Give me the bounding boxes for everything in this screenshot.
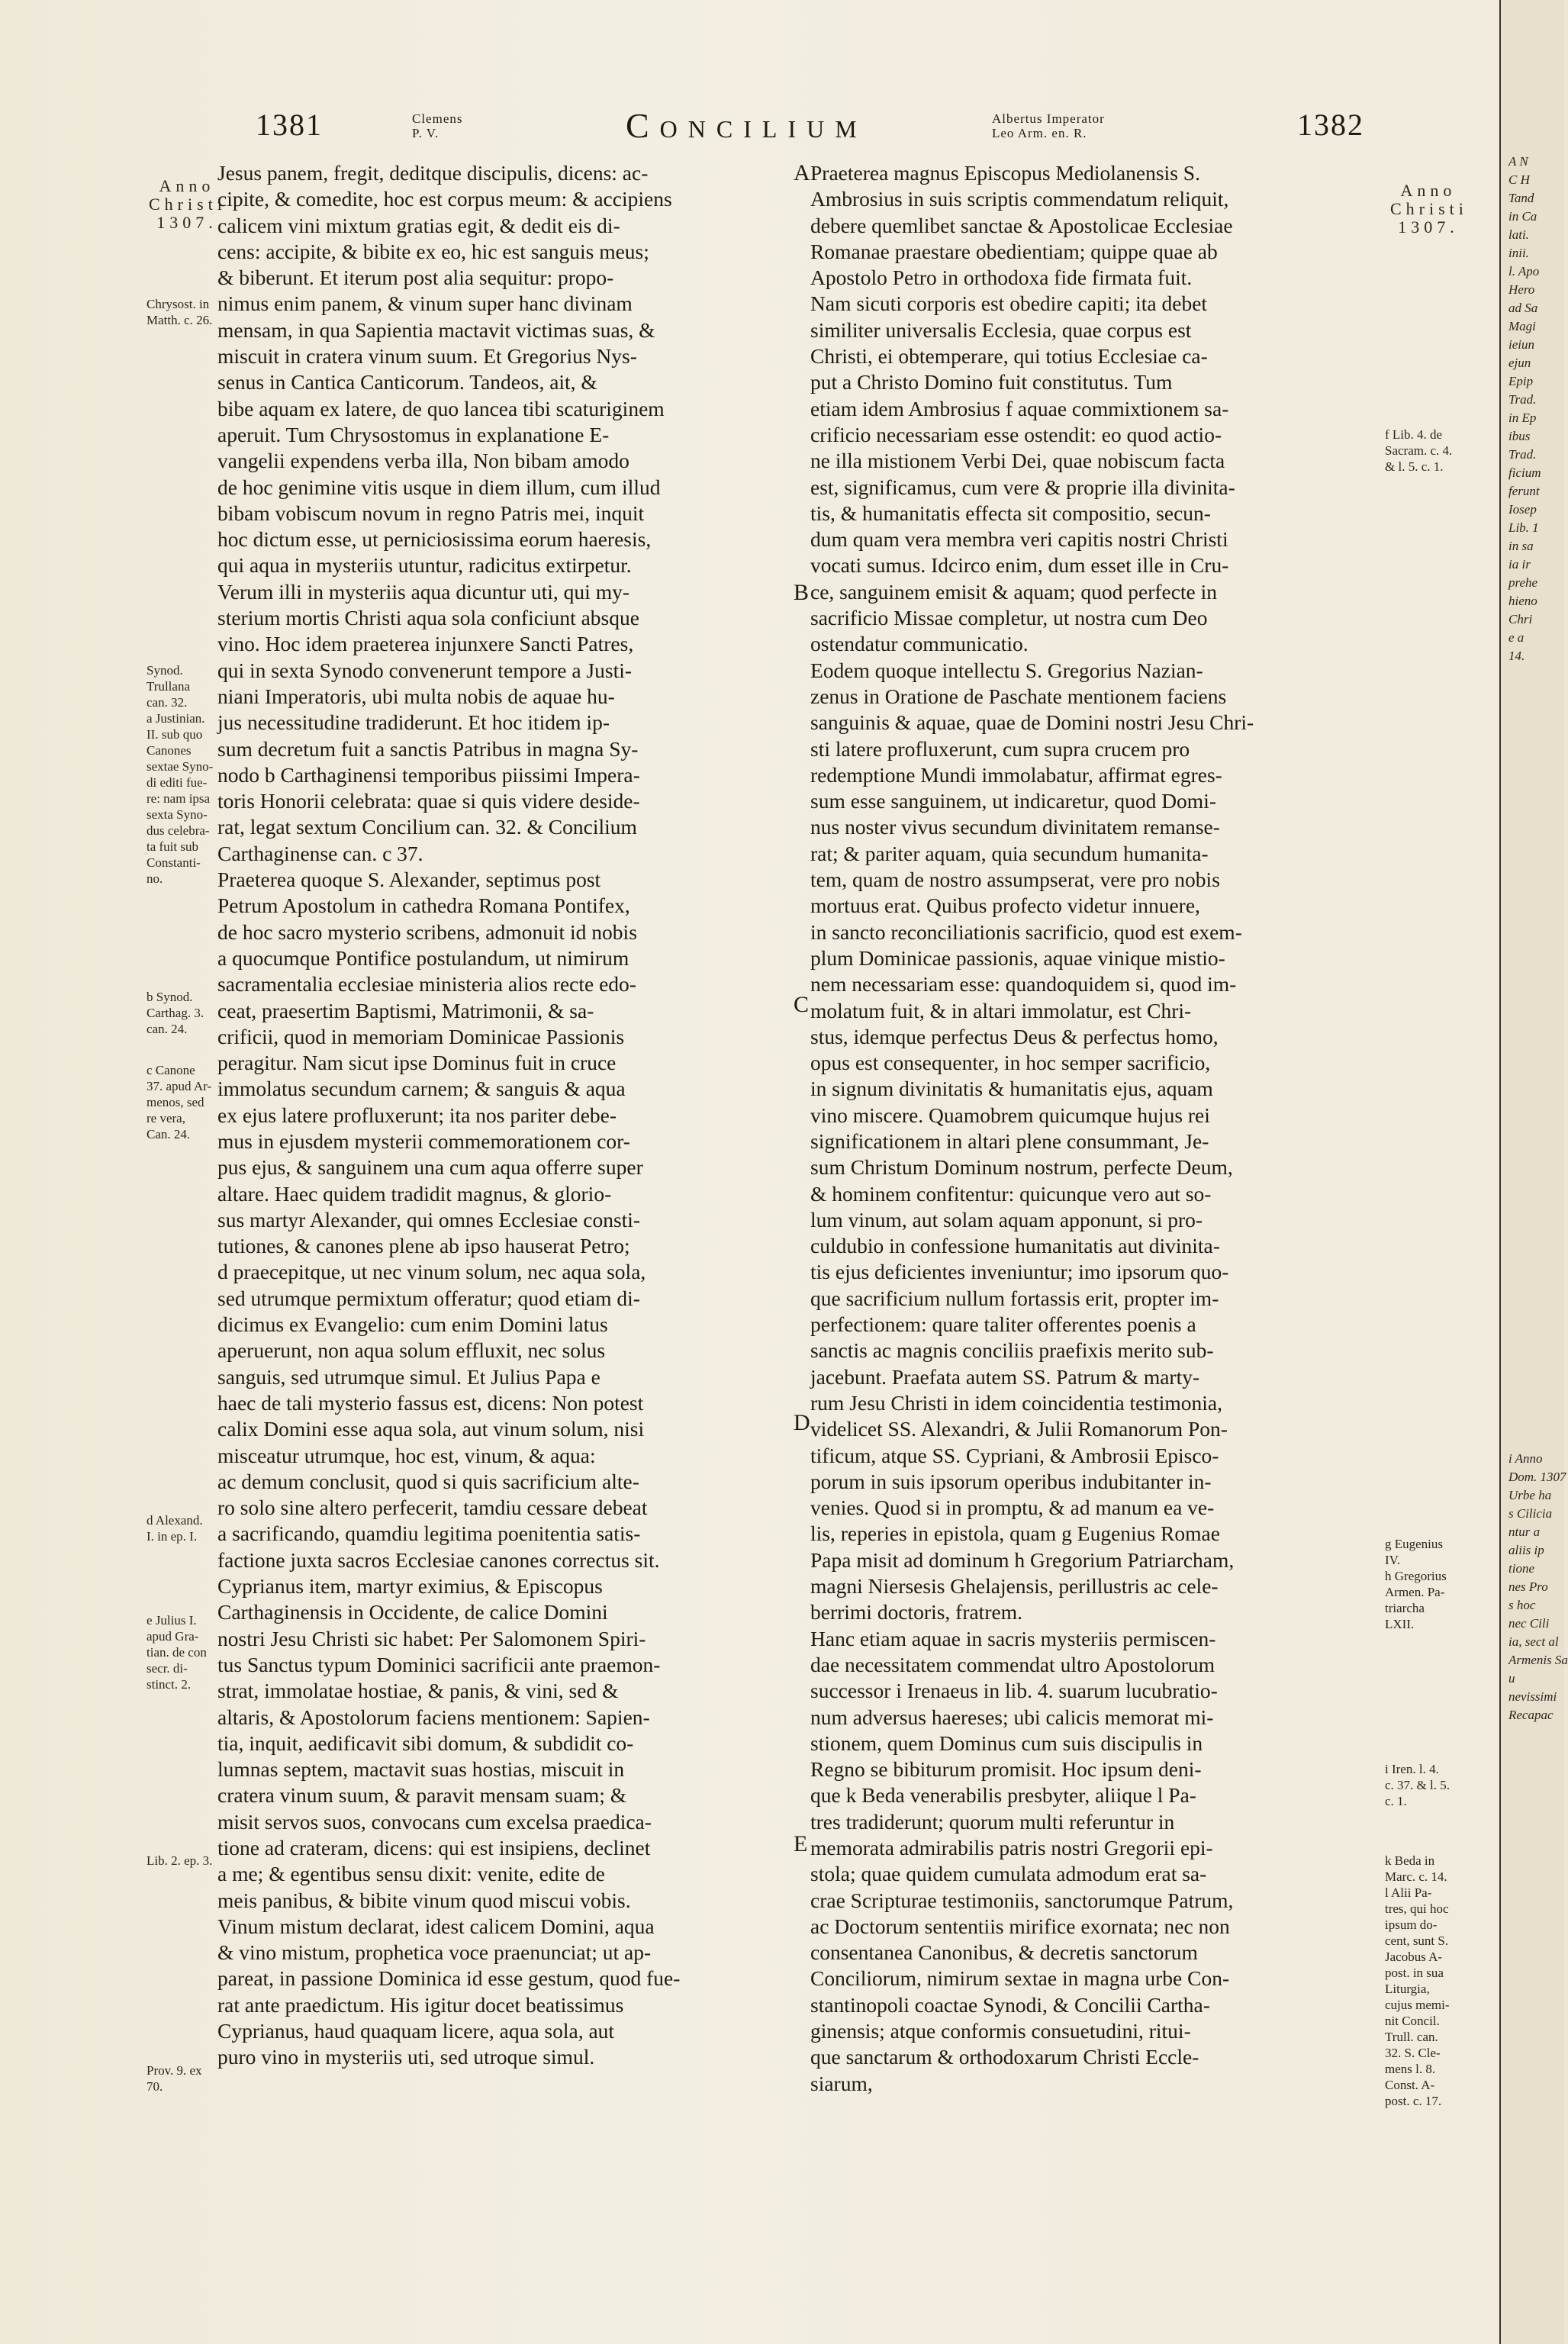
text-line: dum quam vera membra veri capitis nostri Christi: [810, 527, 1228, 552]
margin-note-line: sexta Syno-: [146, 807, 208, 822]
margin-note-line: Matth. c. 26.: [146, 312, 213, 327]
text-line: sum esse sanguinem, ut indicaretur, quod Domi-: [810, 789, 1216, 813]
edge-text-line: ejun: [1508, 356, 1531, 370]
text-line: peragitur. Nam sicut ipse Dominus fuit in cruce: [217, 1051, 617, 1075]
edge-text-line: ntur a: [1508, 1525, 1541, 1539]
right-page-number: 1382: [1297, 108, 1364, 142]
text-line: miscuit in cratera vinum suum. Et Gregorius Nys-: [217, 344, 637, 369]
text-line: nostri Jesu Christi sic habet: Per Salomonem Spiri-: [217, 1626, 646, 1650]
edge-text-line: Epip: [1508, 374, 1534, 388]
margin-note-line: tres, qui hoc: [1385, 1901, 1449, 1917]
text-line: Praeterea magnus Episcopus Mediolanensis S.: [810, 161, 1200, 185]
edge-text-line: nevissimi: [1508, 1689, 1557, 1704]
text-line: successor i Irenaeus in lib. 4. suarum lucubratio-: [810, 1679, 1218, 1703]
section-letter: E: [794, 1831, 808, 1856]
text-line: Romanae praestare obedientiam; quippe quae ab: [810, 239, 1218, 263]
year-note-line: 1307.: [1398, 217, 1459, 237]
margin-note-line: 70.: [146, 2078, 163, 2094]
text-line: ostendatur communicatio.: [810, 632, 1029, 656]
edge-text-line: A N: [1508, 154, 1528, 169]
text-line: bibam vobiscum novum in regno Patris mei, inquit: [217, 501, 645, 525]
text-line: ex ejus latere profluxerunt; ita nos pariter debe-: [217, 1103, 617, 1127]
text-line: Carthaginensis in Occidente, de calice Domini: [217, 1600, 608, 1624]
text-line: a quocumque Pontifice postulandum, ut nimirum: [217, 945, 629, 970]
text-line: sacrificio Missae completur, ut nostra cum Deo: [810, 606, 1208, 630]
edge-text-line: inii.: [1508, 246, 1529, 260]
text-line: venies. Quod si in promptu, & ad manum ea ve-: [810, 1496, 1215, 1520]
text-line: molatum fuit, & in altari immolatur, est Chri-: [810, 998, 1192, 1022]
edge-text-line: Recapac: [1508, 1708, 1554, 1722]
margin-note: [1385, 1536, 1492, 1632]
year-note-line: Anno: [159, 176, 215, 195]
edge-text-line: 14.: [1508, 649, 1525, 663]
edge-text-line: Iosep: [1508, 502, 1537, 517]
section-letter: B: [794, 580, 810, 605]
margin-note: [1385, 1853, 1492, 2109]
text-line: d praecepitque, ut nec vinum solum, nec aqua sola,: [217, 1260, 646, 1284]
running-head-line: Leo Arm. en. R.: [992, 126, 1087, 140]
text-line: nodo b Carthaginensi temporibus piissimi Impera-: [217, 762, 640, 787]
margin-note-line: c Canone: [146, 1063, 195, 1078]
text-line: vocati sumus. Idcirco enim, dum esset ille in Cru-: [810, 553, 1229, 578]
text-line: plum Dominicae passionis, aquae vinique mistio-: [810, 945, 1225, 970]
text-line: crificii, quod in memoriam Dominicae Passionis: [217, 1024, 625, 1048]
text-line: bibe aquam ex latere, de quo lancea tibi scaturiginem: [217, 396, 665, 420]
margin-note-line: IV.: [1385, 1553, 1400, 1568]
text-line: altare. Haec quidem tradidit magnus, & glorio-: [217, 1181, 612, 1206]
text-line: aperuit. Tum Chrysostomus in explanatione E-: [217, 422, 610, 446]
text-line: ac Doctorum sententiis mirifice exornata; nec non: [810, 1914, 1230, 1938]
margin-note-line: Trullana: [146, 678, 190, 694]
text-line: Jesus panem, fregit, deditque discipulis, dicens: ac-: [217, 161, 649, 185]
margin-note-line: Armen. Pa-: [1385, 1585, 1445, 1600]
edge-text-line: in Ca: [1508, 209, 1537, 224]
text-line: lumnas septem, mactavit suas hostias, miscuit in: [217, 1757, 625, 1782]
edge-text-line: Trad.: [1508, 392, 1537, 407]
margin-note-line: cujus memi-: [1385, 1998, 1450, 2013]
text-line: strat, immolatae hostiae, & panis, & vini, sed &: [217, 1679, 619, 1703]
margin-note: [1385, 1761, 1492, 1809]
text-line: ceat, praesertim Baptismi, Matrimonii, & sa-: [217, 998, 594, 1022]
margin-note-line: post. c. 17.: [1385, 2094, 1442, 2109]
text-line: ro solo sine altero perfecerit, tamdiu cessare debeat: [217, 1496, 648, 1520]
text-line: sanguis, sed utrumque simul. Et Julius Papa e: [217, 1364, 600, 1389]
edge-text-line: Trad.: [1508, 447, 1537, 462]
text-line: sus martyr Alexander, qui omnes Ecclesiae consti-: [217, 1207, 641, 1232]
text-line: Praeterea quoque S. Alexander, septimus post: [217, 868, 601, 892]
text-line: calicem vini mixtum gratias egit, & dedit eis di-: [217, 213, 620, 237]
text-line: Ambrosius in suis scriptis commendatum reliquit,: [810, 187, 1229, 211]
text-line: crae Scripturae testimoniis, sanctorumque Patrum,: [810, 1888, 1234, 1912]
section-letter: D: [794, 1410, 810, 1435]
margin-note-line: ta fuit sub: [146, 839, 198, 854]
edge-column-top: [1508, 153, 1562, 665]
text-line: stola; quae quidem cumulata admodum erat sa-: [810, 1862, 1207, 1886]
text-line: ce, sanguinem emisit & aquam; quod perfecte in: [810, 579, 1218, 604]
edge-column-bottom: [1508, 1450, 1568, 1724]
edge-text-line: Hero: [1508, 282, 1535, 297]
edge-text-line: Lib. 1: [1508, 520, 1539, 535]
text-line: rat; & pariter aquam, quia secundum humanita-: [810, 841, 1209, 865]
margin-note-line: di editi fue-: [146, 774, 208, 790]
text-line: nus noster vivus secundum divinitatem remanse-: [810, 815, 1220, 839]
margin-note-line: LXII.: [1385, 1617, 1415, 1632]
text-line: cratera vinum suum, & paravit mensam suam; &: [217, 1783, 627, 1808]
margin-note-line: Marc. c. 14.: [1385, 1869, 1447, 1885]
margin-note-line: Synod.: [146, 662, 183, 678]
text-line: pus ejus, & sanguinem una cum aqua offerre super: [217, 1155, 643, 1180]
margin-note-line: g Eugenius: [1385, 1537, 1444, 1552]
text-line: calix Domini esse aqua sola, aut vinum solum, nisi: [217, 1417, 645, 1441]
edge-text-line: e a: [1508, 630, 1525, 645]
text-line: redemptione Mundi immolabatur, affirmat egres-: [810, 762, 1222, 787]
margin-note-line: c. 1.: [1385, 1794, 1407, 1809]
margin-note-line: II. sub quo: [146, 726, 203, 742]
margin-note: [146, 989, 217, 1037]
text-line: rat ante praedictum. His igitur docet beatissimus: [217, 1992, 624, 2017]
text-line: que k Beda venerabilis presbyter, aliique l Pa-: [810, 1783, 1196, 1808]
year-note-right: [1390, 182, 1467, 237]
text-line: rat, legat sextum Concilium can. 32. & Concilium: [217, 815, 637, 839]
text-line: aperuerunt, non aqua solum effluxit, nec solus: [217, 1338, 606, 1363]
text-line: sed utrumque permixtum offeratur; quod etiam di-: [217, 1286, 640, 1310]
text-line: magni Niersesis Ghelajensis, perillustris ac cele-: [810, 1574, 1219, 1599]
text-line: pareat, in passione Dominica id esse gestum, quod fue-: [217, 1966, 681, 1991]
text-line: a sacrificando, quamdiu legitima poenitentia satis-: [217, 1521, 641, 1546]
text-column-right: [810, 160, 1379, 2097]
edge-text-line: u: [1508, 1671, 1515, 1686]
text-line: Vinum mistum declarat, idest calicem Domini, aqua: [217, 1914, 655, 1938]
margin-note: [146, 296, 217, 328]
edge-text-line: hieno: [1508, 594, 1537, 608]
text-line: dae necessitatem commendat ultro Apostolorum: [810, 1652, 1215, 1676]
margin-note-line: d Alexand.: [146, 1513, 203, 1528]
edge-text-line: prehe: [1508, 575, 1538, 590]
edge-text-line: ia ir: [1508, 557, 1531, 572]
text-line: tutiones, & canones plene ab ipso hauserat Petro;: [217, 1234, 630, 1258]
text-line: tia, inquit, aedificavit sibi domum, & subdidit co-: [217, 1731, 634, 1755]
edge-text-line: ia, sect al: [1508, 1634, 1559, 1649]
text-line: Hanc etiam aquae in sacris mysteriis permiscen-: [810, 1626, 1216, 1650]
text-line: niani Imperatoris, ubi multa nobis de aquae hu-: [217, 684, 615, 708]
text-line: mus in ejusdem mysterii commemorationem cor-: [217, 1129, 630, 1153]
margin-note-line: Constanti-: [146, 855, 201, 870]
text-line: ginensis; atque conformis consuetudini, ritui-: [810, 2019, 1191, 2043]
text-line: tres tradiderunt; quorum multi referuntur in: [810, 1809, 1175, 1834]
text-line: jus necessitudine tradiderunt. Et hoc itidem ip-: [217, 710, 610, 735]
text-line: meis panibus, & bibite vinum quod miscui vobis.: [217, 1888, 631, 1912]
text-line: lum vinum, aut solam aquam apponunt, si pro-: [810, 1207, 1203, 1232]
edge-text-line: ibus: [1508, 429, 1531, 443]
text-line: sti latere profluxerunt, cum supra crucem pro: [810, 736, 1190, 761]
margin-note-line: Trull. can.: [1385, 2030, 1438, 2045]
running-head-line: Clemens: [412, 111, 463, 126]
edge-text-line: Armenis Sa: [1508, 1653, 1568, 1667]
text-line: tificum, atque SS. Cypriani, & Ambrosii Episco-: [810, 1443, 1219, 1467]
margin-note-line: can. 32.: [146, 694, 188, 710]
edge-text-line: ferunt: [1508, 484, 1540, 498]
margin-note-line: c. 37. & l. 5.: [1385, 1778, 1450, 1793]
margin-note-line: Jacobus A-: [1385, 1950, 1443, 1965]
margin-note-line: can. 24.: [146, 1022, 188, 1037]
margin-note-line: triarcha: [1385, 1601, 1425, 1616]
margin-note-line: e Julius I.: [146, 1612, 197, 1628]
running-head-line: P. V.: [412, 126, 439, 140]
margin-note: [1385, 427, 1492, 475]
margin-note-line: & l. 5. c. 1.: [1385, 459, 1444, 474]
text-line: Nam sicuti corporis est obedire capiti; ita debet: [810, 291, 1208, 316]
margin-note-line: f Lib. 4. de: [1385, 427, 1443, 442]
text-line: rum Jesu Christi in idem coincidentia testimonia,: [810, 1390, 1222, 1415]
text-line: misceatur utrumque, hoc est, vinum, & aqua:: [217, 1443, 596, 1467]
year-note-line: Christi: [149, 195, 227, 214]
edge-text-line: ad Sa: [1508, 301, 1538, 315]
margin-note: [146, 1612, 217, 1692]
text-line: misit servos suos, convocans cum excelsa praedica-: [217, 1809, 652, 1834]
header: [0, 107, 1499, 153]
margin-note-line: re vera,: [146, 1111, 185, 1126]
text-line: sanguinis & aquae, quae de Domini nostri Jesu Chri-: [810, 710, 1254, 735]
section-letter: A: [794, 160, 810, 185]
text-line: stionem, quem Dominus cum suis discipulis in: [810, 1731, 1203, 1755]
edge-text-line: Magi: [1508, 319, 1536, 333]
text-line: puro vino in mysteriis uti, sed utroque simul.: [217, 2045, 595, 2069]
text-line: de hoc sacro mysterio scribens, admonuit id nobis: [217, 919, 637, 944]
right-running-head: [992, 111, 1105, 140]
margin-note-line: 32. S. Cle-: [1385, 2046, 1441, 2061]
text-line: vino. Hoc idem praeterea injunxere Sancti Patres,: [217, 632, 634, 656]
text-line: siarum,: [810, 2071, 873, 2095]
margin-note: [146, 2062, 217, 2094]
text-line: similiter universalis Ecclesia, quae corpus est: [810, 317, 1192, 342]
edge-text-line: Urbe ha: [1508, 1488, 1552, 1502]
edge-text-line: Tand: [1508, 191, 1534, 205]
year-note-line: 1307.: [156, 213, 217, 232]
text-line: in sancto reconciliationis sacrificio, quod est exem-: [810, 919, 1242, 944]
margin-note-line: dus celebra-: [146, 823, 210, 838]
margin-note-line: Const. A-: [1385, 2078, 1435, 2093]
text-line: sterium mortis Christi aqua sola conficiunt absque: [217, 606, 639, 630]
text-line: cipite, & comedite, hoc est corpus meum: & accipiens: [217, 187, 672, 211]
text-line: toris Honorii celebrata: quae si quis videre deside-: [217, 789, 640, 813]
margin-note-line: mens l. 8.: [1385, 2062, 1436, 2077]
text-line: etiam idem Ambrosius f aquae commixtionem sa-: [810, 396, 1229, 420]
margin-note-line: Can. 24.: [146, 1127, 191, 1142]
text-line: vangelii expendens verba illa, Non bibam amodo: [217, 449, 629, 473]
text-line: factione juxta sacros Ecclesiae canones correctus sit.: [217, 1547, 660, 1572]
margin-note-line: Lib. 2. ep. 3.: [146, 1853, 213, 1869]
edge-text-line: lati.: [1508, 227, 1529, 242]
text-line: dicimus ex Evangelio: cum enim Domini latus: [217, 1312, 608, 1337]
text-line: nimus enim panem, & vinum super hanc divinam: [217, 291, 633, 316]
margin-note-line: b Synod.: [146, 990, 193, 1005]
text-line: de hoc genimine vitis usque in diem illum, cum illud: [217, 475, 661, 499]
text-line: porum in suis ipsorum operibus indubitanter in-: [810, 1469, 1212, 1493]
text-line: sacramentalia ecclesiae ministeria alios recte edo-: [217, 972, 636, 997]
running-head-line: Albertus Imperator: [992, 111, 1105, 126]
margin-note-line: 37. apud Ar-: [146, 1079, 212, 1094]
text-line: Petrum Apostolum in cathedra Romana Pontifex,: [217, 893, 630, 918]
edge-text-line: in sa: [1508, 539, 1534, 553]
text-line: Cyprianus item, martyr eximius, & Episcopus: [217, 1574, 603, 1599]
margin-note-line: h Gregorius: [1385, 1569, 1447, 1584]
margin-note-line: apud Gra-: [146, 1628, 199, 1644]
margin-note: [146, 1062, 217, 1142]
text-line: cens: accipite, & bibite ex eo, hic est sanguis meus;: [217, 239, 649, 263]
text-line: sum decretum fuit a sanctis Patribus in magna Sy-: [217, 736, 639, 761]
margin-note: [146, 1512, 217, 1544]
text-line: tus Sanctus typum Dominici sacrificii ante praemon-: [217, 1652, 661, 1676]
edge-text-line: tione: [1508, 1561, 1534, 1576]
text-line: Carthaginense can. c 37.: [217, 841, 423, 865]
text-line: & biberunt. Et iterum post alia sequitur: propo-: [217, 266, 614, 290]
margin-note-line: post. in sua: [1385, 1966, 1444, 1981]
margin-note-line: re: nam ipsa: [146, 790, 211, 806]
text-line: videlicet SS. Alexandri, & Julii Romanorum Pon-: [810, 1417, 1228, 1441]
text-line: Christi, ei obtemperare, qui totius Ecclesiae ca-: [810, 344, 1208, 369]
margin-note-line: secr. di-: [146, 1660, 188, 1676]
text-line: Apostolo Petro in orthodoxa fide firmata fuit.: [810, 266, 1193, 290]
left-running-head: [412, 111, 463, 140]
text-line: memorata admirabilis patris nostri Gregorii epi-: [810, 1836, 1213, 1859]
facing-page-edge: [1499, 0, 1568, 2344]
edge-text-line: l. Apo: [1508, 264, 1540, 279]
text-line: & vino mistum, prophetica voce praenunciat; ut ap-: [217, 1940, 652, 1965]
text-line: in signum divinitatis & humanitatis ejus, aquam: [810, 1077, 1213, 1101]
margin-note-line: Carthag. 3.: [146, 1006, 204, 1021]
text-line: sanctis ac magnis conciliis praefixis merito sub-: [810, 1338, 1214, 1363]
margin-note-line: Canones: [146, 742, 192, 758]
text-line: consentanea Canonibus, & decretis sanctorum: [810, 1940, 1198, 1965]
text-line: tis ejus deficientes inveniuntur; imo ipsorum quo-: [810, 1260, 1229, 1284]
edge-text-line: i Anno: [1508, 1451, 1543, 1466]
year-note-line: Christi: [1390, 199, 1468, 218]
text-line: lis, reperies in epistola, quam g Eugenius Romae: [810, 1521, 1220, 1546]
margin-note-line: a Justinian.: [146, 710, 205, 726]
year-note-line: Anno: [1400, 181, 1457, 200]
section-letter: C: [794, 992, 810, 1017]
margin-note-line: Chrysost. in: [146, 296, 210, 311]
text-line: tem, quam de nostro assumpserat, vere pro nobis: [810, 868, 1220, 892]
text-line: nem necessariam esse: quandoquidem si, quod im-: [810, 972, 1237, 997]
edge-text-line: s Cilicia: [1508, 1506, 1553, 1521]
edge-text-line: Chri: [1508, 612, 1533, 626]
text-line: que sanctarum & orthodoxarum Christi Eccle-: [810, 2045, 1199, 2069]
text-line: hoc dictum esse, ut perniciosissima eorum haeresis,: [217, 527, 652, 552]
text-line: Eodem quoque intellectu S. Gregorius Nazian-: [810, 658, 1203, 682]
text-line: significationem in altari plene consummant, Je-: [810, 1129, 1209, 1153]
text-line: ne illa mistionem Verbi Dei, quae nobiscum facta: [810, 449, 1225, 473]
text-line: haec de tali mysterio fassus est, dicens: Non potest: [217, 1390, 644, 1415]
text-line: tione ad crateram, dicens: qui est insipiens, declinet: [217, 1836, 651, 1859]
text-line: Regno se bibiturum promisit. Hoc ipsum deni-: [810, 1757, 1202, 1782]
edge-text-line: ieiun: [1508, 337, 1534, 352]
text-line: berrimi doctoris, fratrem.: [810, 1600, 1022, 1624]
text-line: immolatus secundum carnem; & sanguis & aqua: [217, 1077, 626, 1101]
text-line: vino miscere. Quamobrem quicumque hujus rei: [810, 1103, 1210, 1127]
edge-text-line: s hoc: [1508, 1598, 1536, 1612]
margin-note: [146, 662, 217, 887]
text-line: a me; & egentibus sensu dixit: venite, edite de: [217, 1862, 605, 1886]
text-line: & hominem confitentur: quicunque vero aut so-: [810, 1181, 1212, 1206]
text-line: tis, & humanitatis effecta sit compositio, secun-: [810, 501, 1211, 525]
margin-note-line: l Alii Pa-: [1385, 1885, 1432, 1901]
text-line: mortuus erat. Quibus profecto videtur innuere,: [810, 893, 1200, 918]
text-line: crificio necessariam esse ostendit: eo quod actio-: [810, 422, 1222, 446]
text-line: jacebunt. Praefata autem SS. Patrum & marty-: [810, 1364, 1200, 1389]
edge-text-line: nes Pro: [1508, 1579, 1548, 1594]
margin-note-line: sextae Syno-: [146, 758, 214, 774]
margin-note-line: nit Concil.: [1385, 2014, 1440, 2029]
text-line: est, significamus, cum vere & proprie illa divinita-: [810, 475, 1235, 499]
edge-text-line: aliis ip: [1508, 1543, 1544, 1557]
text-line: Verum illi in mysteriis aqua dicuntur uti, qui my-: [217, 579, 629, 604]
margin-note-line: I. in ep. I.: [146, 1529, 198, 1544]
margin-note-line: tian. de con: [146, 1644, 207, 1660]
year-note-left: [149, 177, 225, 232]
text-line: Papa misit ad dominum h Gregorium Patriarcham,: [810, 1547, 1235, 1572]
margin-note-line: menos, sed: [146, 1095, 204, 1110]
edge-text-line: ficium: [1508, 465, 1541, 480]
text-line: qui aqua in mysteriis utuntur, radicitus extirpetur.: [217, 553, 632, 578]
text-line: Conciliorum, nimirum sextae in magna urbe Con-: [810, 1966, 1230, 1991]
margin-note-line: cent, sunt S.: [1385, 1933, 1449, 1949]
margin-note-line: Sacram. c. 4.: [1385, 443, 1453, 458]
text-line: mensam, in qua Sapientia mactavit victimas suas, &: [217, 317, 655, 342]
margin-note-line: i Iren. l. 4.: [1385, 1762, 1439, 1777]
text-line: ac demum conclusit, quod si quis sacrificium alte-: [217, 1469, 639, 1493]
text-line: stus, idemque perfectus Deus & perfectus homo,: [810, 1024, 1219, 1048]
margin-note-line: Prov. 9. ex: [146, 2062, 202, 2078]
text-line: debere quemlibet sanctae & Apostolicae Ecclesiae: [810, 213, 1233, 237]
text-line: altaris, & Apostolorum faciens mentionem: Sapien-: [217, 1705, 650, 1729]
text-line: opus est consequenter, in hoc semper sacrificio,: [810, 1051, 1211, 1075]
text-line: num adversus haereses; ubi calicis memorat mi-: [810, 1705, 1214, 1729]
text-line: Cyprianus, haud quaquam licere, aqua sola, aut: [217, 2019, 615, 2043]
text-line: perfectionem: quare taliter offerentes poenis a: [810, 1312, 1196, 1337]
margin-note-line: k Beda in: [1385, 1853, 1435, 1869]
edge-text-line: C H: [1508, 172, 1530, 187]
text-line: put a Christo Domino fuit constitutus. Tum: [810, 370, 1173, 394]
text-line: qui in sexta Synodo convenerunt tempore a Justi-: [217, 658, 633, 682]
margin-note-line: no.: [146, 871, 163, 886]
text-line: que sacrificium nullum fortassis erit, propter im-: [810, 1286, 1219, 1310]
text-line: sum Christum Dominum nostrum, perfecte Deum,: [810, 1155, 1233, 1180]
text-line: senus in Cantica Canticorum. Tandeos, ait, &: [217, 370, 597, 394]
margin-note-line: Liturgia,: [1385, 1982, 1430, 1997]
edge-text-line: nec Cili: [1508, 1616, 1550, 1631]
text-column-left: [217, 160, 786, 2071]
page-title: Concilium: [626, 106, 868, 145]
margin-note: [146, 1853, 217, 1869]
text-line: culdubio in confessione humanitatis aut divinita-: [810, 1234, 1220, 1258]
text-line: zenus in Oratione de Paschate mentionem faciens: [810, 684, 1227, 708]
left-page-number: 1381: [256, 108, 323, 142]
margin-note-line: stinct. 2.: [146, 1676, 192, 1692]
edge-text-line: in Ep: [1508, 411, 1537, 425]
edge-text-line: Dom. 1307: [1508, 1470, 1566, 1484]
text-line: stantinopoli coactae Synodi, & Concilii Cartha-: [810, 1992, 1210, 2017]
margin-note-line: ipsum do-: [1385, 1917, 1438, 1933]
